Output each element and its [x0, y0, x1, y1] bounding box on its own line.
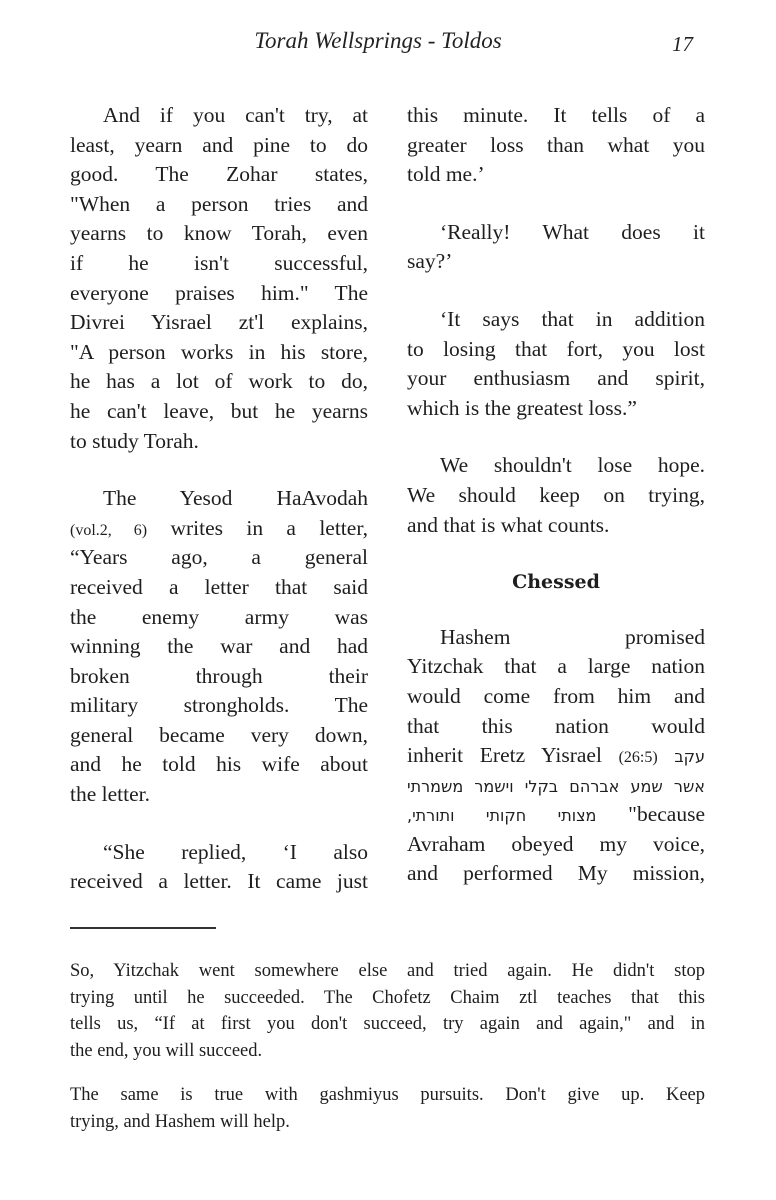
section-heading: Chessed: [512, 571, 600, 594]
column-left: [70, 101, 368, 925]
paragraph: [407, 218, 705, 277]
text-line: that this nation would: [407, 713, 705, 738]
text-line: broken through their: [70, 663, 368, 688]
paragraph: [407, 623, 705, 889]
text-line: he can't leave, but he yearns: [70, 398, 368, 423]
text-line: least, yearn and pine to do: [70, 132, 368, 157]
text-line: [407, 771, 705, 801]
paragraph: [70, 484, 368, 810]
text-line: "A person works in his store,: [70, 339, 368, 364]
hebrew-quote: מצותי חקותי ותורתי,: [407, 806, 597, 826]
text-line: “Years ago, a general: [70, 545, 368, 570]
text-line: the end, you will succeed.: [70, 1040, 263, 1061]
text-line: the enemy army was: [70, 604, 368, 629]
text-line: "When a person tries and: [70, 191, 368, 216]
citation: (26:5): [618, 749, 658, 767]
column-right-bottom: [407, 623, 705, 889]
paragraph: [407, 305, 705, 423]
paragraph: [407, 101, 705, 190]
text-line: trying until he succeeded. The Chofetz Chaim ztl teaches that this: [70, 987, 705, 1008]
text-line: military strongholds. The: [70, 693, 368, 718]
paragraph: [70, 958, 705, 1064]
hebrew-quote: אשר שמע אברהם בקלי וישמר משמרתי: [407, 776, 705, 796]
text-line: ‘It says that in addition: [440, 306, 705, 331]
text-line: and that is what counts.: [407, 512, 610, 537]
paragraph: [70, 1082, 705, 1135]
text-line: say?’: [407, 249, 453, 274]
text-line: good. The Zohar states,: [70, 162, 368, 187]
text-line: (vol.2, 6) writes in a letter,: [70, 515, 368, 540]
text-line: ‘Really! What does it: [440, 219, 705, 244]
text-line: would come from him and: [407, 683, 705, 708]
text-line: Avraham obeyed my voice,: [407, 831, 705, 856]
text-line: he has a lot of work to do,: [70, 369, 368, 394]
text-line: if he isn't successful,: [70, 250, 368, 275]
text-line: greater loss than what you: [407, 132, 705, 157]
text-line: מצותי חקותי ותורתי, "because: [407, 802, 705, 827]
text-line: inherit Eretz Yisrael (26:5) עקב: [407, 743, 705, 768]
text-line: and performed My mission,: [407, 861, 705, 886]
text-line: and he told his wife about: [70, 752, 368, 777]
text-line: everyone praises him." The: [70, 280, 368, 305]
text-line: to losing that fort, you lost: [407, 336, 705, 361]
text-line: The same is true with gashmiyus pursuits. Don't give up. Keep: [70, 1085, 705, 1105]
paragraph: [407, 451, 705, 540]
text-line: to study Torah.: [70, 428, 199, 453]
text-line: winning the war and had: [70, 634, 368, 659]
text-line: which is the greatest loss.”: [407, 395, 637, 420]
text-line: Yitzchak that a large nation: [407, 654, 705, 679]
text-line: yearns to know Torah, even: [70, 221, 368, 246]
column-right-top: [407, 101, 705, 540]
text-line: We should keep on trying,: [407, 482, 705, 507]
text-line: your enthusiasm and spirit,: [407, 366, 705, 391]
text-line: general became very down,: [70, 722, 368, 747]
text-line: received a letter. It came just: [70, 869, 368, 894]
text-line: tells us, “If at first you don't succeed, try again and again," and in: [70, 1014, 705, 1034]
text-line: So, Yitzchak went somewhere else and tried again. He didn't stop: [70, 961, 705, 981]
text-line: this minute. It tells of a: [407, 103, 705, 127]
text-line: Hashem promised: [440, 624, 705, 649]
citation: (vol.2, 6): [70, 521, 148, 539]
text-line: The Yesod HaAvodah: [103, 486, 368, 511]
text-line: We shouldn't lose hope.: [440, 453, 705, 478]
paragraph: [70, 101, 368, 456]
text-line: trying, and Hashem will help.: [70, 1111, 290, 1132]
page-number: 17: [672, 32, 693, 56]
hebrew-quote: עקב: [674, 747, 705, 767]
footnote-separator: [70, 927, 216, 929]
column-right: [407, 101, 705, 917]
text-line: received a letter that said: [70, 574, 368, 599]
text-line: “She replied, ‘I also: [103, 839, 368, 864]
running-header-title: Torah Wellsprings - Toldos: [254, 28, 502, 53]
text-line: the letter.: [70, 782, 150, 807]
text-line: And if you can't try, at: [103, 103, 368, 127]
text-line: Divrei Yisrael zt'l explains,: [70, 310, 368, 335]
text-line: told me.’: [407, 162, 485, 187]
paragraph: [70, 838, 368, 897]
footnote: [70, 958, 705, 1153]
